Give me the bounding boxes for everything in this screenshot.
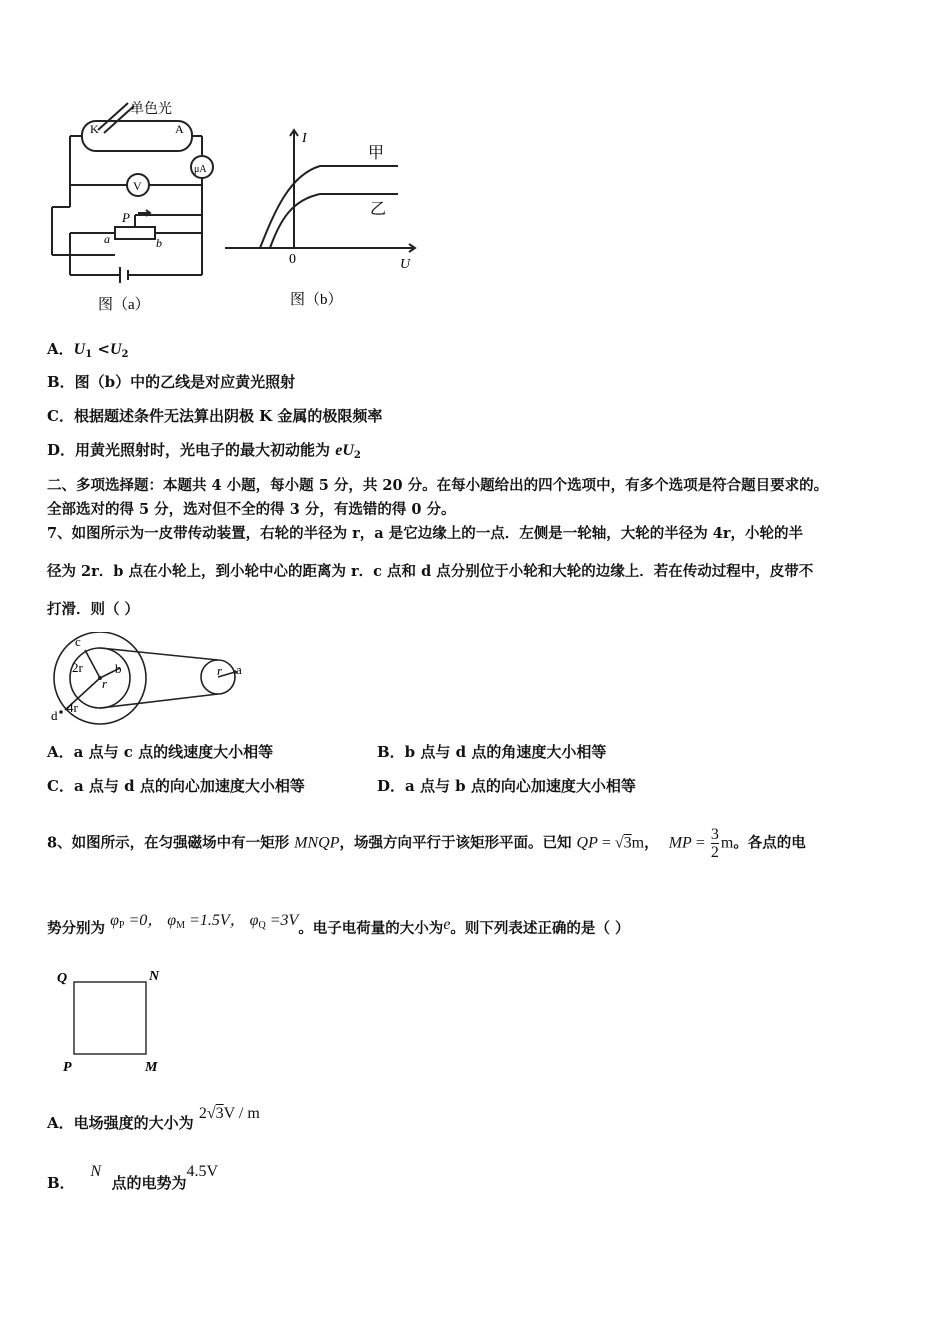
mp-fraction: $\frac{3}{2}$ — [710, 826, 719, 861]
q7-stem-line2: 径为 2r．b 点在小轮上，到小轮中心的距离为 r．c 点和 d 点分别位于小轮和大轮的边缘上．若在传动过程中，皮带不 — [47, 563, 814, 580]
label-n: N — [149, 969, 160, 984]
q8-stem-line2: 势分别为 $\varphi_P =0$， $\varphi_M =1.5V$， $\varphi_Q =3V$。电子电荷量的大小为e。则下列表述正确的是（ ） — [47, 912, 630, 937]
figure-b-graph — [220, 120, 420, 320]
label-b: b — [156, 236, 162, 250]
label-p-corner: P — [63, 1060, 72, 1075]
q8-option-b: B． N 点的电势为4.5V — [47, 1163, 219, 1192]
label-r-right: r — [217, 663, 223, 678]
q7-option-a: A．a 点与 c 点的线速度大小相等 — [47, 743, 274, 761]
section2-line2: 全部选对的得 5 分，选对但不全的得 3 分，有选错的得 0 分。 — [47, 501, 456, 518]
label-c: c — [75, 634, 81, 649]
label-r-small: r — [102, 676, 108, 691]
q7-option-c: C．a 点与 d 点的向心加速度大小相等 — [47, 777, 305, 795]
figure-a-circuit — [40, 95, 220, 320]
q7-option-b: B．b 点与 d 点的角速度大小相等 — [377, 743, 607, 761]
label-q: Q — [57, 971, 68, 986]
label-b-point: b — [115, 661, 122, 676]
label-a-point: a — [236, 662, 242, 677]
q6-option-b: B．图（b）中的乙线是对应黄光照射 — [47, 373, 296, 391]
rheostat — [115, 227, 155, 239]
axis-i-label: I — [302, 131, 307, 146]
axis-u-label: U — [400, 257, 411, 272]
label-m: M — [145, 1060, 158, 1075]
q6-option-c: C．根据题述条件无法算出阴极 K 金属的极限频率 — [47, 407, 383, 425]
origin-label: 0 — [289, 252, 296, 267]
voltmeter-label: V — [133, 179, 142, 193]
label-a: a — [104, 232, 110, 246]
label-k: K — [90, 122, 99, 136]
label-4r: 4r — [67, 700, 78, 715]
rectangle-mnqp — [74, 982, 146, 1054]
q6-option-a: A．$U_1 <U_2$ — [47, 340, 129, 360]
figure-a-caption: 图（a） — [98, 297, 150, 313]
q8-stem-line1: 8、如图所示，在匀强磁场中有一矩形 MNQP，场强方向平行于该矩形平面。已知 QP = √3m， MP = $\frac{3}{2}$ m。各点的电 — [47, 826, 806, 861]
label-2r: 2r — [72, 660, 83, 675]
label-anode: A — [175, 122, 184, 136]
q7-belt-figure — [45, 632, 255, 727]
label-p: P — [122, 210, 130, 225]
belt-bottom — [100, 694, 218, 708]
curve-jia-label: 甲 — [368, 145, 385, 162]
figure-b-caption: 图（b） — [290, 292, 343, 308]
q8-option-a: A．电场强度的大小为 2√3V / m — [47, 1105, 260, 1132]
ammeter-label: μA — [194, 164, 207, 175]
q7-stem-line1: 7、如图所示为一皮带传动装置，右轮的半径为 r，a 是它边缘上的一点．左侧是一轮轴，大轮的半径为 4r，小轮的半 — [47, 525, 803, 542]
q8-rectangle-figure — [55, 965, 175, 1075]
light-label: 单色光 — [130, 102, 172, 117]
label-d: d — [51, 708, 58, 723]
curve-yi-label: 乙 — [370, 201, 387, 218]
section2-line1: 二、多项选择题：本题共 4 小题，每小题 5 分，共 20 分。在每小题给出的四个选项中，有多个选项是符合题目要求的。 — [47, 477, 829, 494]
q6-option-d: D．用黄光照射时，光电子的最大初动能为 $eU_2$ — [47, 441, 361, 461]
q7-stem-line3: 打滑．则（ ） — [47, 601, 140, 618]
q7-option-d: D．a 点与 b 点的向心加速度大小相等 — [377, 777, 636, 795]
